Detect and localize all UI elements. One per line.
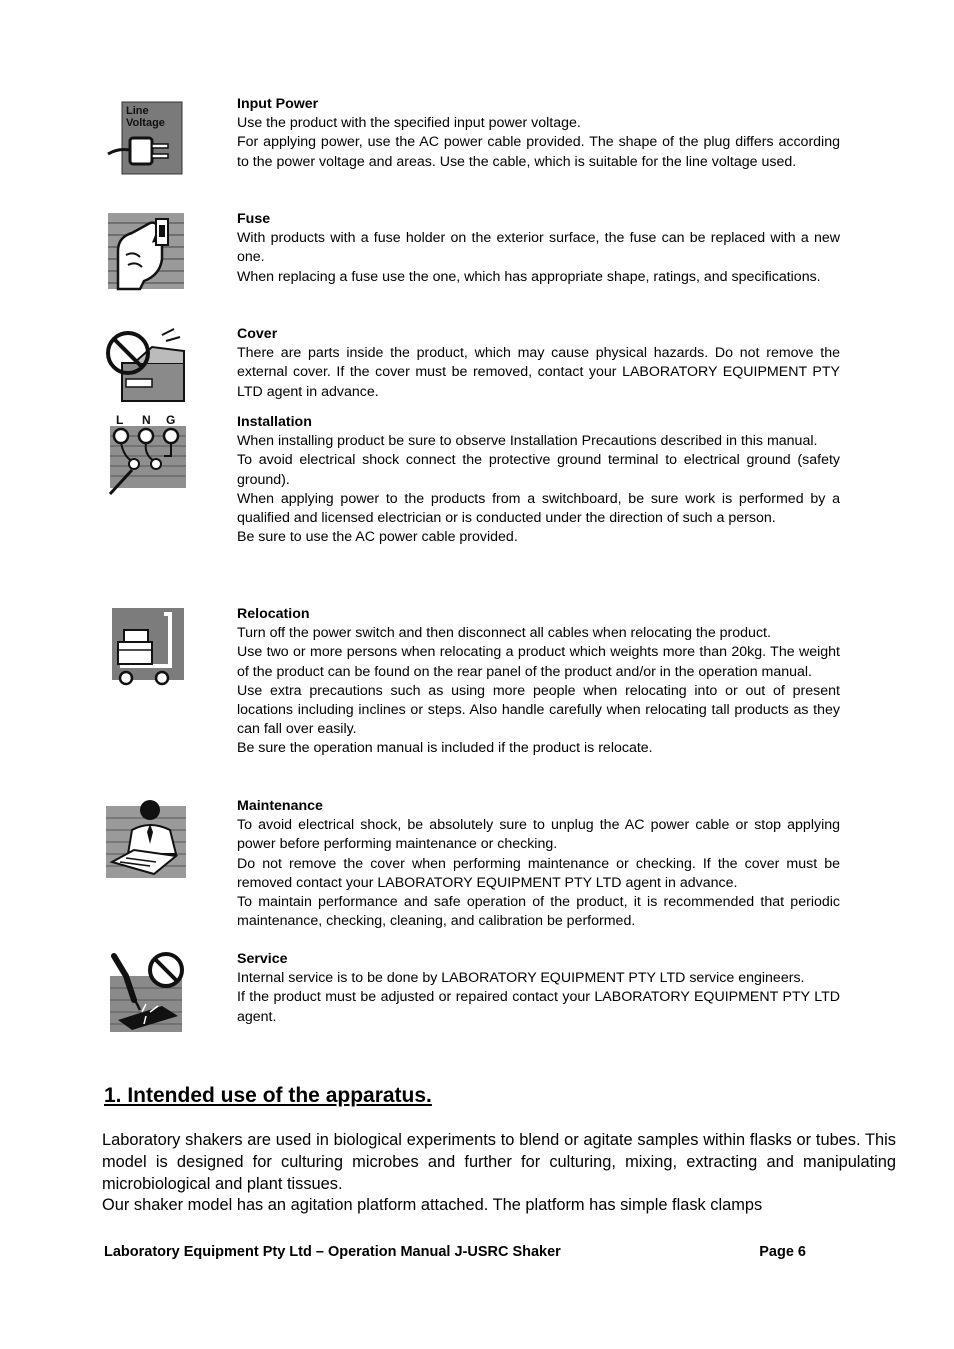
no-cover-removal-icon — [104, 325, 188, 405]
section-paragraph: Internal service is to be done by LABORATORY EQUIPMENT PTY LTD service engineers. — [237, 970, 805, 987]
section-cover — [237, 325, 840, 402]
fuse-hand-icon — [104, 211, 188, 291]
body-paragraph: Laboratory shakers are used in biological experiments to blend or agitate samples within flasks or tubes. This model is designed for culturing microbes and further for culturing, mixing, extracting and manipulating microbiological and plant tissues. — [102, 1131, 896, 1193]
section-paragraph: There are parts inside the product, which may cause physical hazards. Do not remove the external cover. If the cover must be removed, contact your LABORATORY EQUIPMENT PTY LTD agent in advance. — [237, 345, 840, 400]
section-title: Relocation — [237, 606, 310, 622]
section-paragraph: Be sure to use the AC power cable provided. — [237, 529, 518, 546]
section-paragraph: When applying power to the products from a switchboard, be sure work is performed by a qualified and licensed electrician or is conducted under the direction of such a person. — [237, 490, 840, 527]
section-paragraph: For applying power, use the AC power cable provided. The shape of the plug differs according to the power voltage and areas. Use the cable, which is suitable for the line voltage used. — [237, 134, 840, 170]
section-paragraph: Use two or more persons when relocating a product which weights more than 20kg. The weight of the product can be found on the rear panel of the product and/or in the operation manual. — [237, 644, 840, 680]
section-paragraph: When replacing a fuse use the one, which has appropriate shape, ratings, and specifications. — [237, 268, 821, 285]
hand-cart-icon — [104, 606, 188, 688]
icon-text-l: L — [116, 413, 124, 427]
body-paragraph: Our shaker model has an agitation platform attached. The platform has simple flask clamps — [102, 1196, 763, 1215]
section-title: Installation — [237, 414, 312, 430]
terminal-lng-icon — [104, 412, 188, 496]
section-paragraph: Turn off the power switch and then disconnect all cables when relocating the product. — [237, 625, 771, 642]
section-paragraph: To avoid electrical shock connect the protective ground terminal to electrical ground (safety ground). — [237, 452, 840, 488]
section-title: Service — [237, 951, 288, 967]
icon-text-g: G — [166, 413, 176, 427]
section-paragraph: Use the product with the specified input power voltage. — [237, 115, 581, 132]
section-title: Maintenance — [237, 798, 323, 814]
section-paragraph: If the product must be adjusted or repaired contact your LABORATORY EQUIPMENT PTY LTD agent. — [237, 989, 840, 1025]
section-paragraph: Use extra precautions such as using more people when relocating into or out of present locations including inclines or steps. Also handle carefully when relocating tall products as they can fall over easily. — [237, 682, 840, 738]
section-input-power — [237, 95, 840, 172]
section-title: Input Power — [237, 96, 319, 112]
intended-use-body — [102, 1130, 896, 1217]
section-fuse — [237, 210, 840, 287]
section-paragraph: When installing product be sure to observe Installation Precautions described in this manual. — [237, 433, 818, 450]
section-relocation — [237, 605, 840, 759]
section-paragraph: Be sure the operation manual is included if the product is relocate. — [237, 740, 653, 757]
section-installation — [237, 413, 840, 547]
no-screwdriver-service-icon — [104, 950, 188, 1034]
section-paragraph: With products with a fuse holder on the exterior surface, the fuse can be replaced with a new one. — [237, 230, 840, 266]
section-title: Cover — [237, 326, 278, 342]
icon-text-n: N — [142, 413, 151, 427]
footer-title: Laboratory Equipment Pty Ltd – Operation Manual J-USRC Shaker — [104, 1244, 561, 1260]
line-voltage-plug-icon — [104, 98, 188, 176]
section-title: Fuse — [237, 211, 271, 227]
icon-text-voltage: Voltage — [126, 117, 165, 129]
section-paragraph: Do not remove the cover when performing maintenance or checking. If the cover must be removed contact your LABORATORY EQUIPMENT PTY LTD agent in advance. — [237, 855, 840, 891]
section-service — [237, 950, 840, 1027]
section-heading: 1. Intended use of the apparatus. — [104, 1084, 432, 1107]
section-maintenance — [237, 797, 840, 931]
page-number: Page 6 — [759, 1244, 806, 1260]
section-paragraph: To avoid electrical shock, be absolutely sure to unplug the AC power cable or stop applying power before performing maintenance or checking. — [237, 817, 840, 853]
icon-text-line: Line — [126, 105, 149, 117]
maintenance-technician-icon — [104, 796, 188, 880]
section-paragraph: To maintain performance and safe operation of the product, it is recommended that periodic maintenance, checking, cleaning, and calibration be performed. — [237, 894, 840, 930]
